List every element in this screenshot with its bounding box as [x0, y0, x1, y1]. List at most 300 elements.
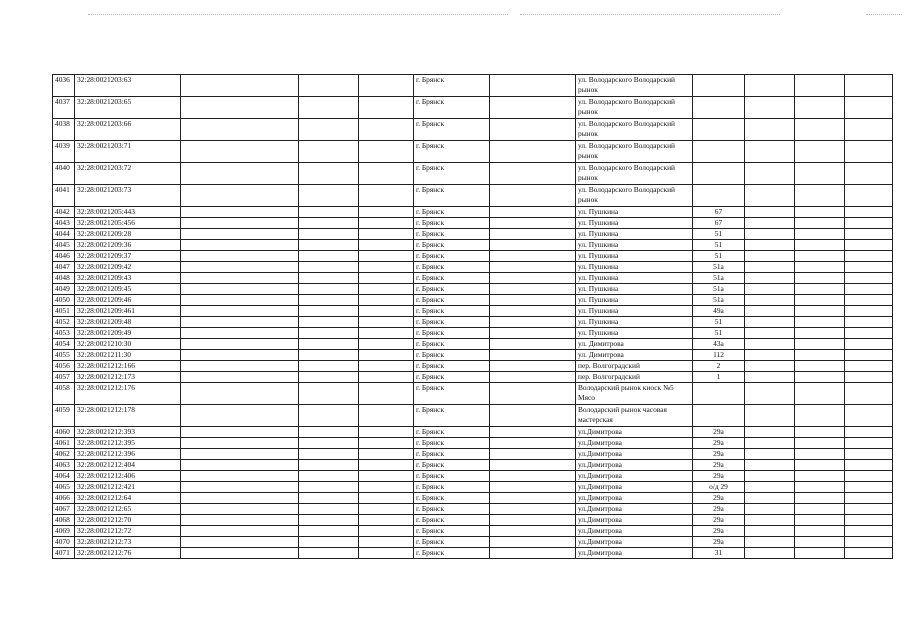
street-cell: ул. Володарского Володарский рынок — [576, 185, 693, 207]
empty-cell — [490, 262, 576, 273]
empty-cell — [845, 284, 893, 295]
house-number-cell: 51а — [693, 284, 745, 295]
empty-cell — [359, 515, 414, 526]
empty-cell — [845, 405, 893, 427]
empty-cell — [845, 240, 893, 251]
empty-cell — [745, 97, 795, 119]
empty-cell — [845, 493, 893, 504]
empty-cell — [299, 262, 359, 273]
city-cell: г. Брянск — [414, 273, 490, 284]
house-number-cell — [693, 141, 745, 163]
empty-cell — [359, 482, 414, 493]
empty-cell — [359, 471, 414, 482]
city-cell: г. Брянск — [414, 383, 490, 405]
house-number-cell: 29а — [693, 449, 745, 460]
city-cell: г. Брянск — [414, 548, 490, 559]
table-row — [53, 141, 893, 163]
empty-cell — [299, 218, 359, 229]
empty-cell — [745, 548, 795, 559]
empty-cell — [845, 262, 893, 273]
empty-cell — [299, 185, 359, 207]
empty-cell — [845, 460, 893, 471]
empty-cell — [299, 317, 359, 328]
city-cell: г. Брянск — [414, 97, 490, 119]
empty-cell — [745, 317, 795, 328]
table-row — [53, 295, 893, 306]
empty-cell — [359, 218, 414, 229]
cadastral-number-cell: 32:28:0021209:42 — [75, 262, 181, 273]
empty-cell — [845, 471, 893, 482]
empty-cell — [795, 295, 845, 306]
empty-cell — [845, 218, 893, 229]
city-cell: г. Брянск — [414, 339, 490, 350]
empty-cell — [795, 306, 845, 317]
street-cell: ул. Володарского Володарский рынок — [576, 163, 693, 185]
city-cell: г. Брянск — [414, 185, 490, 207]
street-cell: ул. Димитрова — [576, 339, 693, 350]
empty-cell — [845, 229, 893, 240]
table-row — [53, 504, 893, 515]
empty-cell — [845, 515, 893, 526]
street-cell: ул.Димитрова — [576, 526, 693, 537]
cadastral-number-cell: 32:28:0021212:421 — [75, 482, 181, 493]
empty-cell — [745, 163, 795, 185]
city-cell: г. Брянск — [414, 119, 490, 141]
cadastral-number-cell: 32:28:0021205:456 — [75, 218, 181, 229]
empty-cell — [181, 405, 299, 427]
row-number-cell: 4064 — [53, 471, 75, 482]
empty-cell — [359, 405, 414, 427]
empty-cell — [359, 229, 414, 240]
table-row — [53, 229, 893, 240]
row-number-cell: 4038 — [53, 119, 75, 141]
empty-cell — [745, 284, 795, 295]
empty-cell — [745, 328, 795, 339]
empty-cell — [745, 493, 795, 504]
empty-cell — [299, 284, 359, 295]
row-number-cell: 4067 — [53, 504, 75, 515]
cadastral-number-cell: 32:28:0021209:46 — [75, 295, 181, 306]
empty-cell — [795, 372, 845, 383]
empty-cell — [359, 207, 414, 218]
empty-cell — [490, 75, 576, 97]
city-cell: г. Брянск — [414, 141, 490, 163]
cadastral-number-cell: 32:28:0021212:178 — [75, 405, 181, 427]
empty-cell — [490, 119, 576, 141]
house-number-cell — [693, 185, 745, 207]
empty-cell — [181, 372, 299, 383]
row-number-cell: 4068 — [53, 515, 75, 526]
row-number-cell: 4062 — [53, 449, 75, 460]
street-cell: ул.Димитрова — [576, 460, 693, 471]
cadastral-number-cell: 32:28:0021212:404 — [75, 460, 181, 471]
empty-cell — [181, 515, 299, 526]
cadastral-number-cell: 32:28:0021203:72 — [75, 163, 181, 185]
house-number-cell: 29а — [693, 493, 745, 504]
empty-cell — [299, 97, 359, 119]
empty-cell — [745, 537, 795, 548]
row-number-cell: 4057 — [53, 372, 75, 383]
empty-cell — [795, 471, 845, 482]
empty-cell — [795, 438, 845, 449]
city-cell: г. Брянск — [414, 350, 490, 361]
table-row — [53, 526, 893, 537]
cadastral-number-cell: 32:28:0021209:43 — [75, 273, 181, 284]
empty-cell — [490, 163, 576, 185]
empty-cell — [181, 350, 299, 361]
row-number-cell: 4066 — [53, 493, 75, 504]
street-cell: ул. Пушкина — [576, 306, 693, 317]
table-row — [53, 482, 893, 493]
house-number-cell: о/д 29 — [693, 482, 745, 493]
empty-cell — [795, 361, 845, 372]
row-number-cell: 4049 — [53, 284, 75, 295]
empty-cell — [490, 306, 576, 317]
empty-cell — [795, 526, 845, 537]
cadastral-number-cell: 32:28:0021212:176 — [75, 383, 181, 405]
row-number-cell: 4040 — [53, 163, 75, 185]
city-cell: г. Брянск — [414, 207, 490, 218]
empty-cell — [299, 515, 359, 526]
empty-cell — [181, 163, 299, 185]
empty-cell — [299, 449, 359, 460]
empty-cell — [845, 328, 893, 339]
empty-cell — [359, 163, 414, 185]
city-cell: г. Брянск — [414, 262, 490, 273]
house-number-cell: 1 — [693, 372, 745, 383]
city-cell: г. Брянск — [414, 328, 490, 339]
city-cell: г. Брянск — [414, 405, 490, 427]
empty-cell — [490, 537, 576, 548]
empty-cell — [745, 449, 795, 460]
empty-cell — [745, 141, 795, 163]
table-row — [53, 328, 893, 339]
empty-cell — [299, 383, 359, 405]
row-number-cell: 4045 — [53, 240, 75, 251]
empty-cell — [845, 273, 893, 284]
empty-cell — [181, 328, 299, 339]
empty-cell — [181, 251, 299, 262]
empty-cell — [795, 251, 845, 262]
empty-cell — [795, 262, 845, 273]
row-number-cell: 4070 — [53, 537, 75, 548]
table-row — [53, 438, 893, 449]
city-cell: г. Брянск — [414, 218, 490, 229]
cadastral-number-cell: 32:28:0021205:443 — [75, 207, 181, 218]
cadastral-number-cell: 32:28:0021212:64 — [75, 493, 181, 504]
empty-cell — [181, 306, 299, 317]
row-number-cell: 4058 — [53, 383, 75, 405]
cadastral-number-cell: 32:28:0021212:73 — [75, 537, 181, 548]
empty-cell — [490, 229, 576, 240]
street-cell: ул. Димитрова — [576, 350, 693, 361]
street-cell: ул.Димитрова — [576, 449, 693, 460]
empty-cell — [845, 119, 893, 141]
empty-cell — [181, 339, 299, 350]
empty-cell — [745, 119, 795, 141]
street-cell: ул. Пушкина — [576, 317, 693, 328]
row-number-cell: 4036 — [53, 75, 75, 97]
empty-cell — [745, 482, 795, 493]
empty-cell — [359, 273, 414, 284]
empty-cell — [299, 427, 359, 438]
empty-cell — [845, 449, 893, 460]
empty-cell — [181, 229, 299, 240]
street-cell: ул.Димитрова — [576, 515, 693, 526]
empty-cell — [490, 471, 576, 482]
empty-cell — [795, 449, 845, 460]
empty-cell — [299, 526, 359, 537]
registry-table — [52, 74, 893, 559]
table-row — [53, 251, 893, 262]
cadastral-number-cell: 32:28:0021209:461 — [75, 306, 181, 317]
empty-cell — [795, 515, 845, 526]
empty-cell — [795, 163, 845, 185]
empty-cell — [359, 262, 414, 273]
table-row — [53, 427, 893, 438]
empty-cell — [795, 405, 845, 427]
city-cell: г. Брянск — [414, 295, 490, 306]
city-cell: г. Брянск — [414, 427, 490, 438]
empty-cell — [181, 493, 299, 504]
empty-cell — [490, 97, 576, 119]
empty-cell — [845, 350, 893, 361]
city-cell: г. Брянск — [414, 240, 490, 251]
empty-cell — [745, 185, 795, 207]
cadastral-number-cell: 32:28:0021212:72 — [75, 526, 181, 537]
empty-cell — [181, 438, 299, 449]
empty-cell — [845, 295, 893, 306]
street-cell: пер. Волгоградский — [576, 361, 693, 372]
empty-cell — [745, 240, 795, 251]
empty-cell — [795, 119, 845, 141]
empty-cell — [181, 284, 299, 295]
empty-cell — [745, 229, 795, 240]
empty-cell — [745, 306, 795, 317]
empty-cell — [490, 438, 576, 449]
house-number-cell — [693, 97, 745, 119]
city-cell: г. Брянск — [414, 526, 490, 537]
house-number-cell: 29а — [693, 537, 745, 548]
empty-cell — [181, 460, 299, 471]
empty-cell — [795, 273, 845, 284]
street-cell: пер. Волгоградский — [576, 372, 693, 383]
city-cell: г. Брянск — [414, 163, 490, 185]
empty-cell — [745, 405, 795, 427]
table-row — [53, 218, 893, 229]
table-row — [53, 537, 893, 548]
city-cell: г. Брянск — [414, 317, 490, 328]
empty-cell — [795, 185, 845, 207]
street-cell: ул.Димитрова — [576, 482, 693, 493]
house-number-cell: 51 — [693, 317, 745, 328]
table-row — [53, 339, 893, 350]
row-number-cell: 4047 — [53, 262, 75, 273]
street-cell: Володарский рынок часовая мастерская — [576, 405, 693, 427]
cadastral-number-cell: 32:28:0021212:396 — [75, 449, 181, 460]
empty-cell — [299, 240, 359, 251]
empty-cell — [299, 207, 359, 218]
street-cell: ул.Димитрова — [576, 493, 693, 504]
empty-cell — [299, 537, 359, 548]
row-number-cell: 4051 — [53, 306, 75, 317]
empty-cell — [181, 482, 299, 493]
cadastral-number-cell: 32:28:0021210:30 — [75, 339, 181, 350]
row-number-cell: 4037 — [53, 97, 75, 119]
cadastral-number-cell: 32:28:0021211:30 — [75, 350, 181, 361]
cadastral-number-cell: 32:28:0021209:36 — [75, 240, 181, 251]
house-number-cell: 29а — [693, 515, 745, 526]
empty-cell — [490, 251, 576, 262]
empty-cell — [795, 339, 845, 350]
street-cell: ул. Пушкина — [576, 295, 693, 306]
table-row — [53, 405, 893, 427]
empty-cell — [299, 405, 359, 427]
table-row — [53, 306, 893, 317]
empty-cell — [359, 537, 414, 548]
empty-cell — [181, 218, 299, 229]
cadastral-number-cell: 32:28:0021209:28 — [75, 229, 181, 240]
row-number-cell: 4048 — [53, 273, 75, 284]
table-row — [53, 548, 893, 559]
empty-cell — [795, 504, 845, 515]
empty-cell — [181, 119, 299, 141]
empty-cell — [845, 339, 893, 350]
street-cell: ул. Пушкина — [576, 240, 693, 251]
house-number-cell: 29а — [693, 526, 745, 537]
empty-cell — [745, 251, 795, 262]
table-row — [53, 262, 893, 273]
empty-cell — [359, 339, 414, 350]
city-cell: г. Брянск — [414, 306, 490, 317]
empty-cell — [359, 97, 414, 119]
house-number-cell — [693, 119, 745, 141]
empty-cell — [490, 460, 576, 471]
row-number-cell: 4044 — [53, 229, 75, 240]
cadastral-number-cell: 32:28:0021209:48 — [75, 317, 181, 328]
empty-cell — [745, 350, 795, 361]
street-cell: ул.Димитрова — [576, 427, 693, 438]
empty-cell — [490, 240, 576, 251]
house-number-cell: 51 — [693, 328, 745, 339]
empty-cell — [490, 328, 576, 339]
empty-cell — [359, 372, 414, 383]
row-number-cell: 4065 — [53, 482, 75, 493]
empty-cell — [490, 482, 576, 493]
empty-cell — [490, 548, 576, 559]
cadastral-number-cell: 32:28:0021212:395 — [75, 438, 181, 449]
street-cell: Володарский рынок киоск №5 Мясо — [576, 383, 693, 405]
empty-cell — [299, 119, 359, 141]
empty-cell — [490, 273, 576, 284]
empty-cell — [359, 548, 414, 559]
empty-cell — [845, 317, 893, 328]
empty-cell — [359, 295, 414, 306]
empty-cell — [359, 185, 414, 207]
empty-cell — [359, 317, 414, 328]
empty-cell — [299, 328, 359, 339]
row-number-cell: 4063 — [53, 460, 75, 471]
street-cell: ул. Пушкина — [576, 207, 693, 218]
empty-cell — [490, 295, 576, 306]
empty-cell — [299, 229, 359, 240]
empty-cell — [490, 317, 576, 328]
empty-cell — [795, 328, 845, 339]
empty-cell — [490, 372, 576, 383]
empty-cell — [359, 306, 414, 317]
city-cell: г. Брянск — [414, 482, 490, 493]
empty-cell — [745, 273, 795, 284]
row-number-cell: 4046 — [53, 251, 75, 262]
empty-cell — [490, 515, 576, 526]
table-row — [53, 471, 893, 482]
city-cell: г. Брянск — [414, 493, 490, 504]
table-row — [53, 240, 893, 251]
city-cell: г. Брянск — [414, 251, 490, 262]
scan-artifact-line-corner — [866, 14, 902, 17]
cadastral-number-cell: 32:28:0021212:65 — [75, 504, 181, 515]
empty-cell — [299, 306, 359, 317]
house-number-cell: 31 — [693, 548, 745, 559]
city-cell: г. Брянск — [414, 229, 490, 240]
empty-cell — [359, 240, 414, 251]
empty-cell — [299, 460, 359, 471]
street-cell: ул. Володарского Володарский рынок — [576, 119, 693, 141]
empty-cell — [181, 141, 299, 163]
cadastral-number-cell: 32:28:0021212:166 — [75, 361, 181, 372]
street-cell: ул.Димитрова — [576, 504, 693, 515]
empty-cell — [745, 438, 795, 449]
city-cell: г. Брянск — [414, 504, 490, 515]
empty-cell — [359, 119, 414, 141]
empty-cell — [845, 97, 893, 119]
row-number-cell: 4069 — [53, 526, 75, 537]
empty-cell — [845, 427, 893, 438]
table-row — [53, 163, 893, 185]
empty-cell — [359, 284, 414, 295]
cadastral-number-cell: 32:28:0021209:45 — [75, 284, 181, 295]
empty-cell — [845, 251, 893, 262]
cadastral-number-cell: 32:28:0021203:66 — [75, 119, 181, 141]
empty-cell — [745, 75, 795, 97]
house-number-cell: 51 — [693, 229, 745, 240]
street-cell: ул. Пушкина — [576, 251, 693, 262]
empty-cell — [745, 207, 795, 218]
empty-cell — [745, 515, 795, 526]
empty-cell — [795, 207, 845, 218]
empty-cell — [490, 350, 576, 361]
street-cell: ул. Пушкина — [576, 229, 693, 240]
house-number-cell: 67 — [693, 218, 745, 229]
empty-cell — [359, 460, 414, 471]
empty-cell — [299, 295, 359, 306]
cadastral-number-cell: 32:28:0021209:49 — [75, 328, 181, 339]
table-row — [53, 372, 893, 383]
empty-cell — [359, 493, 414, 504]
empty-cell — [845, 482, 893, 493]
house-number-cell: 51 — [693, 240, 745, 251]
empty-cell — [359, 383, 414, 405]
empty-cell — [359, 251, 414, 262]
empty-cell — [845, 163, 893, 185]
street-cell: ул. Пушкина — [576, 328, 693, 339]
table-row — [53, 460, 893, 471]
empty-cell — [490, 383, 576, 405]
house-number-cell: 51а — [693, 295, 745, 306]
city-cell: г. Брянск — [414, 438, 490, 449]
empty-cell — [745, 372, 795, 383]
empty-cell — [845, 504, 893, 515]
